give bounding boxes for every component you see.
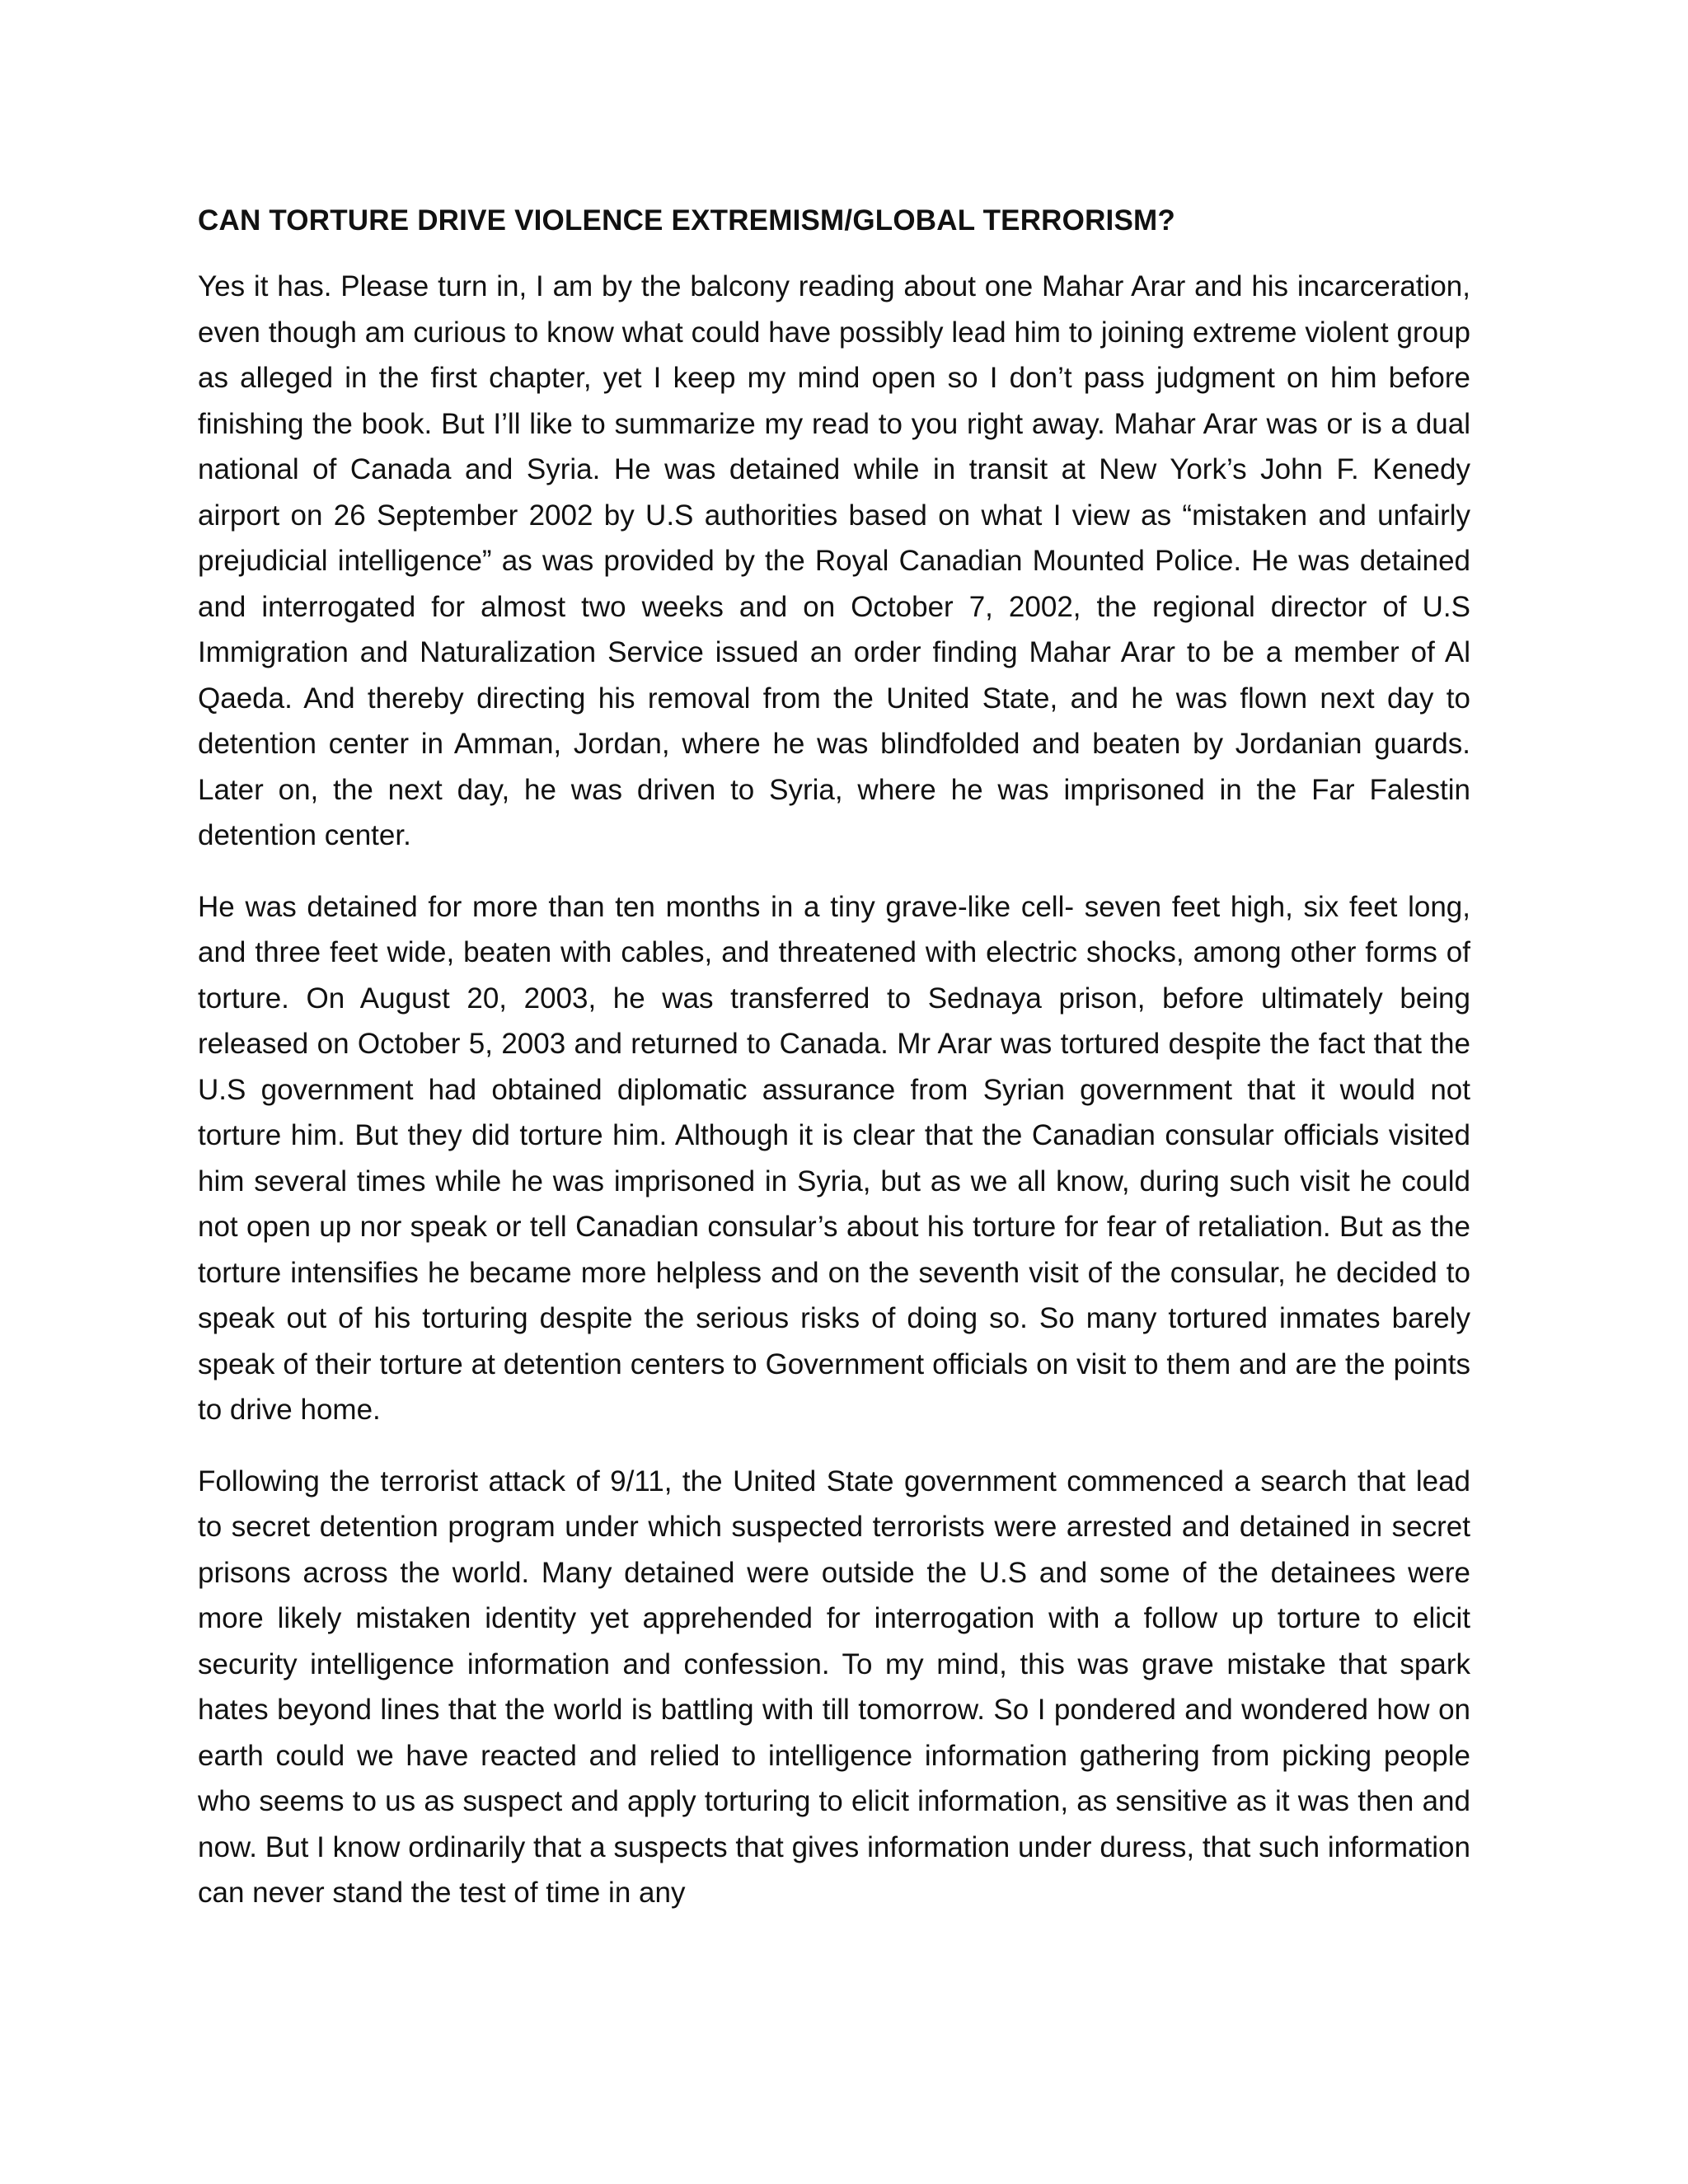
paragraph-secret-detention-program: Following the terrorist attack of 9/11, the United State government commenced a search that lead to secret detention program under which suspected terrorists were arrested and detained in secret prisons across the world. Many detained were outside the U.S and some of the detainees were more likely mistaken identity yet apprehended for interrogation with a follow up torture to elicit security intelligence information and confession. To my mind, this was grave mistake that spark hates beyond lines that the world is battling with till tomorrow. So I pondered and wondered how on earth could we have reacted and relied to intelligence information gathering from picking people who seems to us as suspect and apply torturing to elicit information, as sensitive as it was then and now. But I know ordinarily that a suspects that gives information under duress, that such information can never stand the test of time in any (198, 1465, 1470, 1909)
paragraph-mahar-arar-detention: Yes it has. Please turn in, I am by the balcony reading about one Mahar Arar and his incarceration, even though am curious to know what could have possibly lead him to joining extreme violent group as alleged in the first chapter, yet I keep my mind open so I don’t pass judgment on him before finishing the book. But I’ll like to summarize my read to you right away. Mahar Arar was or is a dual national of Canada and Syria. He was detained while in transit at New York’s John F. Kenedy airport on 26 September 2002 by U.S authorities based on what I view as “mistaken and unfairly prejudicial intelligence” as was provided by the Royal Canadian Mounted Police. He was detained and interrogated for almost two weeks and on October 7, 2002, the regional director of U.S Immigration and Naturalization Service issued an order finding Mahar Arar to be a member of Al Qaeda. And thereby directing his removal from the United State, and he was flown next day to detention center in Amman, Jordan, where he was blindfolded and beaten by Jordanian guards. Later on, the next day, he was driven to Syria, where he was imprisoned in the Far Falestin detention center. (198, 270, 1470, 851)
document-title: CAN TORTURE DRIVE VIOLENCE EXTREMISM/GLOBAL TERRORISM? (198, 204, 1175, 237)
document-body (198, 198, 1470, 1942)
paragraph-torture-in-syria: He was detained for more than ten months in a tiny grave-like cell- seven feet high, six feet long, and three feet wide, beaten with cables, and threatened with electric shocks, among other forms of torture. On August 20, 2003, he was transferred to Sednaya prison, before ultimately being released on October 5, 2003 and returned to Canada. Mr Arar was tortured despite the fact that the U.S government had obtained diplomatic assurance from Syrian government that it would not torture him. But they did torture him. Although it is clear that the Canadian consular officials visited him several times while he was imprisoned in Syria, but as we all know, during such visit he could not open up nor speak or tell Canadian consular’s about his torture for fear of retaliation. But as the torture intensifies he became more helpless and on the seventh visit of the consular, he decided to speak out of his torturing despite the serious risks of doing so. So many tortured inmates barely speak of their torture at detention centers to Government officials on visit to them and are the points to drive home. (198, 890, 1470, 1426)
